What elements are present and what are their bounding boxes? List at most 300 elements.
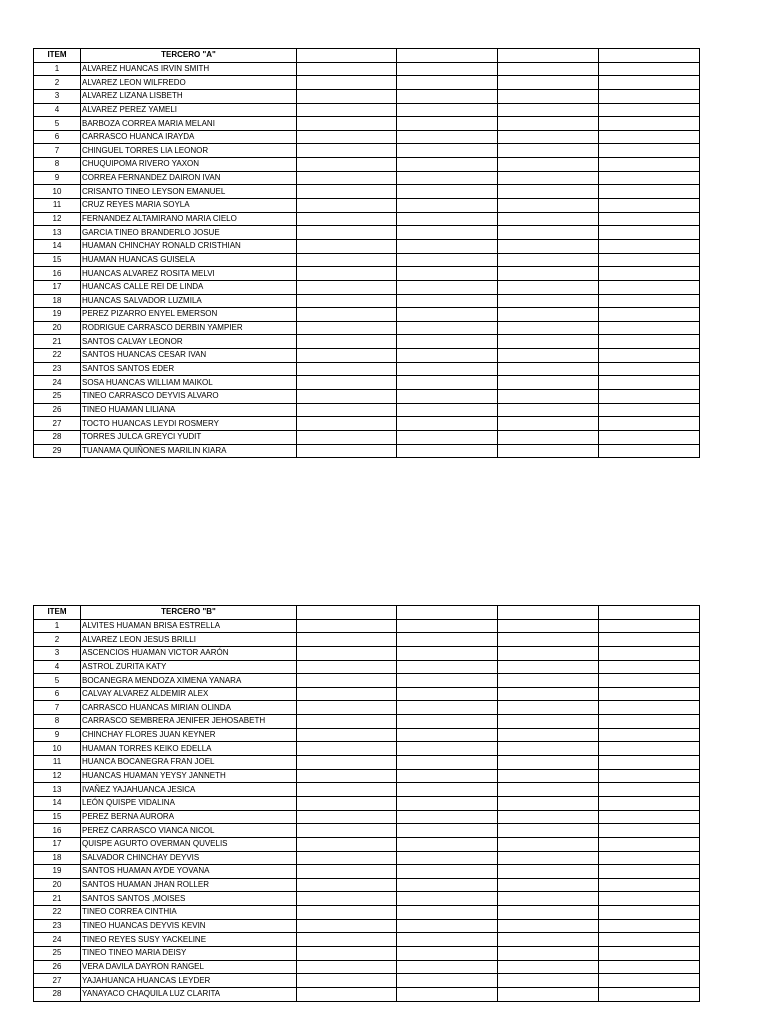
table-row <box>34 960 700 974</box>
table-row <box>34 974 700 988</box>
blank-cell <box>498 674 599 688</box>
item-number: 8 <box>34 715 81 729</box>
blank-cell <box>498 824 599 838</box>
blank-cell <box>498 267 599 281</box>
student-name: ALVAREZ LIZANA LISBETH <box>81 89 297 103</box>
student-name: LEÓN QUISPE VIDALINA <box>81 796 297 810</box>
blank-cell <box>397 756 498 770</box>
item-number: 19 <box>34 865 81 879</box>
blank-cell <box>397 796 498 810</box>
item-number: 6 <box>34 687 81 701</box>
blank-cell <box>498 144 599 158</box>
blank-cell <box>599 171 700 185</box>
item-number: 18 <box>34 294 81 308</box>
student-name: PEREZ CARRASCO VIANCA NICOL <box>81 824 297 838</box>
student-name: TINEO TINEO MARIA DEISY <box>81 947 297 961</box>
blank-cell <box>498 171 599 185</box>
blank-cell <box>397 185 498 199</box>
item-number: 23 <box>34 362 81 376</box>
blank-cell <box>498 619 599 633</box>
table-row <box>34 430 700 444</box>
student-name: SANTOS SANTOS EDER <box>81 362 297 376</box>
blank-cell <box>397 308 498 322</box>
blank-cell <box>498 349 599 363</box>
blank-cell <box>498 892 599 906</box>
blank-cell <box>599 987 700 1001</box>
blank-cell <box>397 390 498 404</box>
item-number: 5 <box>34 117 81 131</box>
student-name: ALVITES HUAMAN BRISA ESTRELLA <box>81 619 297 633</box>
item-number: 7 <box>34 144 81 158</box>
blank-cell <box>397 646 498 660</box>
table-row <box>34 633 700 647</box>
table-row <box>34 117 700 131</box>
student-name: YANAYACO CHAQUILA LUZ CLARITA <box>81 987 297 1001</box>
student-name: QUISPE AGURTO OVERMAN QUVELIS <box>81 837 297 851</box>
blank-header <box>498 49 599 63</box>
blank-cell <box>397 430 498 444</box>
blank-cell <box>498 335 599 349</box>
blank-cell <box>498 728 599 742</box>
student-name: CHINGUEL TORRES LIA LEONOR <box>81 144 297 158</box>
item-number: 14 <box>34 796 81 810</box>
table-row <box>34 865 700 879</box>
student-name: ALVAREZ PEREZ YAMELI <box>81 103 297 117</box>
blank-cell <box>498 646 599 660</box>
item-number: 20 <box>34 878 81 892</box>
blank-cell <box>498 947 599 961</box>
table-row <box>34 756 700 770</box>
section-header: TERCERO "B" <box>81 606 297 620</box>
student-name: HUANCAS CALLE REI DE LINDA <box>81 280 297 294</box>
blank-cell <box>599 837 700 851</box>
blank-cell <box>498 158 599 172</box>
student-name: FERNANDEZ ALTAMIRANO MARIA CIELO <box>81 212 297 226</box>
blank-cell <box>397 212 498 226</box>
blank-cell <box>599 89 700 103</box>
blank-cell <box>599 267 700 281</box>
blank-cell <box>599 756 700 770</box>
item-number: 6 <box>34 130 81 144</box>
student-name: GARCIA TINEO BRANDERLO JOSUE <box>81 226 297 240</box>
blank-header <box>297 606 397 620</box>
item-number: 26 <box>34 403 81 417</box>
item-number: 13 <box>34 783 81 797</box>
blank-cell <box>397 62 498 76</box>
blank-cell <box>599 783 700 797</box>
blank-cell <box>397 742 498 756</box>
table-row <box>34 728 700 742</box>
blank-cell <box>397 701 498 715</box>
blank-cell <box>498 933 599 947</box>
blank-cell <box>599 321 700 335</box>
blank-header <box>397 606 498 620</box>
blank-cell <box>498 742 599 756</box>
blank-header <box>599 49 700 63</box>
blank-cell <box>297 756 397 770</box>
blank-cell <box>297 212 397 226</box>
student-name: SANTOS HUANCAS CESAR IVAN <box>81 349 297 363</box>
blank-cell <box>498 362 599 376</box>
student-name: ALVAREZ HUANCAS IRVIN SMITH <box>81 62 297 76</box>
blank-cell <box>498 76 599 90</box>
blank-cell <box>297 619 397 633</box>
blank-cell <box>599 878 700 892</box>
blank-cell <box>397 933 498 947</box>
table-row <box>34 185 700 199</box>
blank-cell <box>297 158 397 172</box>
blank-cell <box>599 851 700 865</box>
blank-cell <box>297 130 397 144</box>
student-name: CORREA FERNANDEZ DAIRON IVAN <box>81 171 297 185</box>
blank-cell <box>297 974 397 988</box>
blank-cell <box>498 865 599 879</box>
blank-cell <box>599 742 700 756</box>
blank-cell <box>599 701 700 715</box>
blank-cell <box>498 294 599 308</box>
blank-cell <box>599 308 700 322</box>
item-number: 17 <box>34 280 81 294</box>
student-name: BARBOZA CORREA MARIA MELANI <box>81 117 297 131</box>
blank-cell <box>297 892 397 906</box>
table-row <box>34 444 700 458</box>
blank-cell <box>599 253 700 267</box>
blank-cell <box>498 212 599 226</box>
blank-cell <box>498 756 599 770</box>
table-row <box>34 933 700 947</box>
student-name: TINEO HUAMAN LILIANA <box>81 403 297 417</box>
table-row <box>34 89 700 103</box>
blank-cell <box>397 76 498 90</box>
blank-cell <box>599 417 700 431</box>
blank-cell <box>599 947 700 961</box>
blank-cell <box>297 376 397 390</box>
table-row <box>34 62 700 76</box>
blank-cell <box>498 444 599 458</box>
item-number: 26 <box>34 960 81 974</box>
blank-cell <box>297 417 397 431</box>
blank-cell <box>297 701 397 715</box>
student-name: TORRES JULCA GREYCI YUDIT <box>81 430 297 444</box>
blank-cell <box>599 199 700 213</box>
student-name: VERA DAVILA DAYRON RANGEL <box>81 960 297 974</box>
blank-cell <box>297 742 397 756</box>
table-row <box>34 810 700 824</box>
table-row <box>34 906 700 920</box>
blank-cell <box>397 851 498 865</box>
student-name: TINEO HUANCAS DEYVIS KEVIN <box>81 919 297 933</box>
student-name: HUANCAS ALVAREZ ROSITA MELVI <box>81 267 297 281</box>
table-row <box>34 335 700 349</box>
blank-cell <box>397 321 498 335</box>
blank-cell <box>297 960 397 974</box>
item-number: 14 <box>34 239 81 253</box>
blank-cell <box>599 824 700 838</box>
blank-cell <box>397 947 498 961</box>
blank-cell <box>498 199 599 213</box>
table-row <box>34 239 700 253</box>
blank-cell <box>599 974 700 988</box>
student-name: TINEO CORREA CINTHIA <box>81 906 297 920</box>
blank-cell <box>297 117 397 131</box>
table-row <box>34 646 700 660</box>
table-row <box>34 376 700 390</box>
student-name: TUANAMA QUIÑONES MARILIN KIARA <box>81 444 297 458</box>
table-row <box>34 76 700 90</box>
blank-cell <box>599 728 700 742</box>
blank-cell <box>599 687 700 701</box>
student-name: TOCTO HUANCAS LEYDI ROSMERY <box>81 417 297 431</box>
header-row <box>34 49 700 63</box>
student-name: CRUZ REYES MARIA SOYLA <box>81 199 297 213</box>
table-row <box>34 280 700 294</box>
blank-cell <box>599 619 700 633</box>
blank-cell <box>498 837 599 851</box>
blank-cell <box>498 878 599 892</box>
blank-cell <box>498 103 599 117</box>
blank-cell <box>397 987 498 1001</box>
blank-cell <box>297 253 397 267</box>
blank-cell <box>599 430 700 444</box>
student-name: ALVAREZ LEON WILFREDO <box>81 76 297 90</box>
blank-cell <box>498 117 599 131</box>
blank-cell <box>297 280 397 294</box>
blank-cell <box>397 769 498 783</box>
blank-cell <box>397 728 498 742</box>
table-row <box>34 701 700 715</box>
student-name: HUANCA BOCANEGRA FRAN JOEL <box>81 756 297 770</box>
blank-cell <box>498 660 599 674</box>
blank-cell <box>498 280 599 294</box>
blank-cell <box>599 633 700 647</box>
student-name: CRISANTO TINEO LEYSON EMANUEL <box>81 185 297 199</box>
item-number: 13 <box>34 226 81 240</box>
item-number: 1 <box>34 62 81 76</box>
blank-cell <box>599 660 700 674</box>
item-number: 3 <box>34 646 81 660</box>
table-row <box>34 919 700 933</box>
blank-cell <box>297 837 397 851</box>
blank-cell <box>297 335 397 349</box>
blank-cell <box>297 403 397 417</box>
blank-cell <box>397 253 498 267</box>
blank-cell <box>297 824 397 838</box>
blank-cell <box>498 810 599 824</box>
blank-cell <box>297 308 397 322</box>
blank-cell <box>297 783 397 797</box>
item-number: 28 <box>34 430 81 444</box>
blank-cell <box>599 158 700 172</box>
blank-cell <box>297 660 397 674</box>
table-row <box>34 715 700 729</box>
blank-cell <box>599 130 700 144</box>
blank-cell <box>599 646 700 660</box>
item-number: 25 <box>34 947 81 961</box>
blank-cell <box>297 646 397 660</box>
table-row <box>34 130 700 144</box>
table-row <box>34 687 700 701</box>
blank-header <box>498 606 599 620</box>
blank-cell <box>397 824 498 838</box>
item-number: 12 <box>34 769 81 783</box>
item-header: ITEM <box>34 606 81 620</box>
blank-cell <box>297 199 397 213</box>
blank-cell <box>498 253 599 267</box>
table-row <box>34 308 700 322</box>
blank-cell <box>599 362 700 376</box>
blank-cell <box>297 796 397 810</box>
blank-cell <box>297 390 397 404</box>
blank-cell <box>297 430 397 444</box>
blank-cell <box>498 403 599 417</box>
blank-cell <box>297 674 397 688</box>
blank-cell <box>397 906 498 920</box>
blank-cell <box>599 674 700 688</box>
item-number: 15 <box>34 810 81 824</box>
blank-cell <box>397 199 498 213</box>
blank-cell <box>297 810 397 824</box>
blank-cell <box>599 933 700 947</box>
blank-cell <box>297 89 397 103</box>
blank-cell <box>297 321 397 335</box>
student-name: RODRIGUE CARRASCO DERBIN YAMPIER <box>81 321 297 335</box>
table-row <box>34 158 700 172</box>
table-row <box>34 294 700 308</box>
item-number: 20 <box>34 321 81 335</box>
blank-cell <box>397 239 498 253</box>
blank-cell <box>397 403 498 417</box>
blank-cell <box>297 62 397 76</box>
blank-cell <box>498 919 599 933</box>
blank-cell <box>297 362 397 376</box>
blank-cell <box>599 226 700 240</box>
blank-cell <box>498 239 599 253</box>
table-row <box>34 851 700 865</box>
item-number: 28 <box>34 987 81 1001</box>
item-number: 27 <box>34 417 81 431</box>
blank-cell <box>498 906 599 920</box>
blank-cell <box>599 117 700 131</box>
blank-cell <box>498 185 599 199</box>
roster-table-tercero-a <box>33 48 700 458</box>
blank-cell <box>297 103 397 117</box>
blank-cell <box>498 390 599 404</box>
blank-cell <box>397 444 498 458</box>
blank-cell <box>397 878 498 892</box>
blank-cell <box>498 89 599 103</box>
item-number: 15 <box>34 253 81 267</box>
blank-cell <box>397 715 498 729</box>
blank-cell <box>397 89 498 103</box>
blank-cell <box>397 294 498 308</box>
student-name: CARRASCO HUANCAS MIRIAN OLINDA <box>81 701 297 715</box>
student-name: HUAMAN TORRES KEIKO EDELLA <box>81 742 297 756</box>
item-number: 29 <box>34 444 81 458</box>
blank-cell <box>599 769 700 783</box>
blank-cell <box>397 335 498 349</box>
blank-cell <box>297 185 397 199</box>
blank-cell <box>498 226 599 240</box>
blank-cell <box>297 769 397 783</box>
table-row <box>34 783 700 797</box>
table-row <box>34 796 700 810</box>
item-number: 9 <box>34 171 81 185</box>
student-name: PEREZ BERNA AURORA <box>81 810 297 824</box>
table-row <box>34 349 700 363</box>
student-name: CALVAY ALVAREZ ALDEMIR ALEX <box>81 687 297 701</box>
item-number: 27 <box>34 974 81 988</box>
blank-cell <box>397 919 498 933</box>
blank-cell <box>297 294 397 308</box>
blank-cell <box>397 892 498 906</box>
blank-cell <box>397 687 498 701</box>
blank-cell <box>599 239 700 253</box>
table-row <box>34 171 700 185</box>
student-name: SANTOS HUAMAN AYDE YOVANA <box>81 865 297 879</box>
table-row <box>34 824 700 838</box>
blank-cell <box>599 906 700 920</box>
blank-cell <box>599 796 700 810</box>
blank-cell <box>397 144 498 158</box>
table-row <box>34 947 700 961</box>
blank-cell <box>498 715 599 729</box>
blank-cell <box>498 974 599 988</box>
blank-cell <box>297 171 397 185</box>
item-number: 11 <box>34 756 81 770</box>
student-name: SANTOS HUAMAN JHAN ROLLER <box>81 878 297 892</box>
student-name: ASCENCIOS HUAMAN VICTOR AARÓN <box>81 646 297 660</box>
item-number: 10 <box>34 742 81 756</box>
blank-cell <box>397 619 498 633</box>
table-body <box>34 619 700 1001</box>
item-number: 24 <box>34 376 81 390</box>
blank-header <box>297 49 397 63</box>
student-name: SANTOS CALVAY LEONOR <box>81 335 297 349</box>
blank-cell <box>297 267 397 281</box>
item-number: 11 <box>34 199 81 213</box>
roster-table-tercero-b <box>33 605 700 1002</box>
blank-cell <box>297 851 397 865</box>
section-header: TERCERO "A" <box>81 49 297 63</box>
blank-cell <box>599 919 700 933</box>
student-name: SANTOS SANTOS ,MOISES <box>81 892 297 906</box>
blank-cell <box>297 947 397 961</box>
table-row <box>34 144 700 158</box>
item-number: 19 <box>34 308 81 322</box>
item-number: 7 <box>34 701 81 715</box>
table-row <box>34 321 700 335</box>
blank-cell <box>599 294 700 308</box>
blank-cell <box>599 865 700 879</box>
blank-cell <box>498 987 599 1001</box>
blank-cell <box>599 280 700 294</box>
table-row <box>34 619 700 633</box>
student-name: CARRASCO SEMBRERA JENIFER JEHOSABETH <box>81 715 297 729</box>
student-name: HUAMAN HUANCAS GUISELA <box>81 253 297 267</box>
blank-cell <box>599 62 700 76</box>
blank-cell <box>599 103 700 117</box>
item-number: 17 <box>34 837 81 851</box>
blank-cell <box>297 76 397 90</box>
blank-cell <box>599 376 700 390</box>
blank-cell <box>498 687 599 701</box>
blank-cell <box>599 892 700 906</box>
blank-cell <box>297 987 397 1001</box>
student-name: HUANCAS HUAMAN YEYSY JANNETH <box>81 769 297 783</box>
student-name: SALVADOR CHINCHAY DEYVIS <box>81 851 297 865</box>
item-number: 22 <box>34 349 81 363</box>
blank-cell <box>498 769 599 783</box>
